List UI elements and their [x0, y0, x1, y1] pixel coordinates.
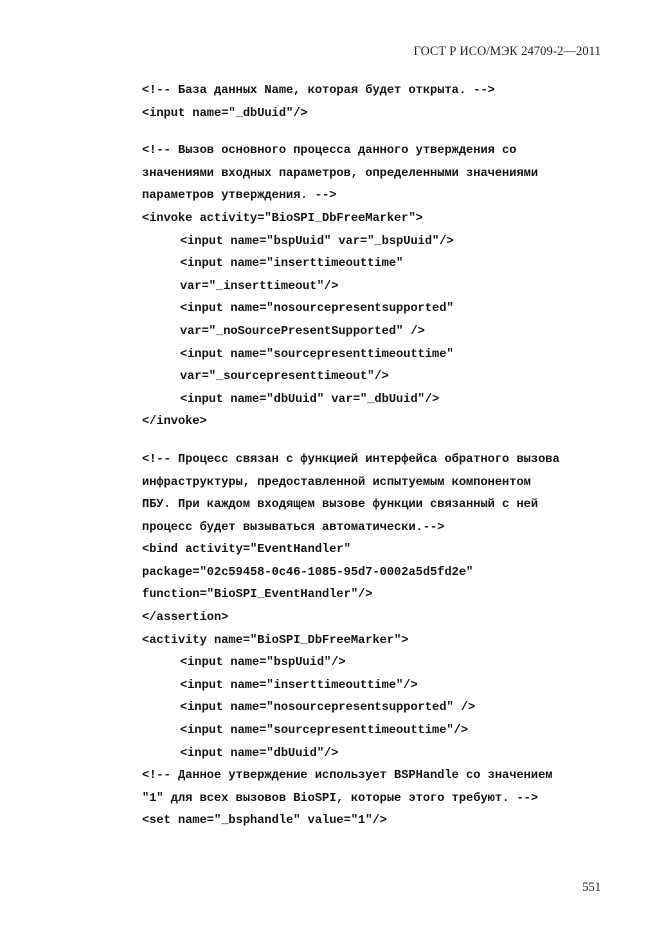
code-line: <!-- Процесс связан с функцией интерфейса обратного вызова	[142, 451, 560, 466]
code-line: </invoke>	[142, 414, 207, 429]
code-line: <bind activity="EventHandler"	[142, 542, 351, 557]
paragraph-gap	[142, 433, 622, 448]
code-line: <input name="inserttimeouttime"	[180, 256, 404, 271]
code-line: "1" для всех вызовов BioSPI, которые этого требуют. -->	[142, 790, 539, 805]
code-line: <input name="bspUuid"/>	[180, 655, 346, 670]
code-line: ПБУ. При каждом входящем вызове функции связанный с ней	[142, 497, 539, 512]
code-line: <input name="dbUuid" var="_dbUuid"/>	[180, 391, 440, 406]
code-line: <!-- Вызов основного процесса данного утверждения со	[142, 143, 517, 158]
code-line: <activity name="BioSPI_DbFreeMarker">	[142, 632, 409, 647]
code-line: <input name="bspUuid" var="_bspUuid"/>	[180, 233, 454, 248]
paragraph-gap	[142, 124, 622, 139]
code-line: параметров утверждения. -->	[142, 188, 337, 203]
code-line: <input name="_dbUuid"/>	[142, 105, 308, 120]
code-line: значениями входных параметров, определенными значениями	[142, 165, 539, 180]
standard-header: ГОСТ Р ИСО/МЭК 24709-2—2011	[413, 44, 601, 58]
code-line: процесс будет вызываться автоматически.-->	[142, 519, 445, 534]
code-line: function="BioSPI_EventHandler"/>	[142, 587, 373, 602]
code-line: <input name="nosourcepresentsupported"	[180, 301, 454, 316]
code-line: <input name="nosourcepresentsupported" />	[180, 700, 476, 715]
page-number: 551	[582, 880, 601, 894]
code-line: var="_inserttimeout"/>	[180, 278, 339, 293]
code-listing	[142, 79, 622, 832]
code-line: var="_sourcepresenttimeout"/>	[180, 369, 389, 384]
code-line: package="02c59458-0c46-1085-95d7-0002a5d5fd2e"	[142, 564, 474, 579]
code-line: <input name="inserttimeouttime"/>	[180, 677, 418, 692]
code-line: <input name="sourcepresenttimeouttime"	[180, 346, 454, 361]
code-line: <set name="_bsphandle" value="1"/>	[142, 813, 387, 828]
code-line: <!-- Данное утверждение использует BSPHandle со значением	[142, 768, 553, 783]
code-line: var="_noSourcePresentSupported" />	[180, 323, 425, 338]
code-line: <input name="sourcepresenttimeouttime"/>	[180, 723, 469, 738]
code-line: <input name="dbUuid"/>	[180, 745, 339, 760]
code-line: инфраструктуры, предоставленной испытуемым компонентом	[142, 474, 531, 489]
code-line: <!-- База данных Name, которая будет открыта. -->	[142, 83, 495, 97]
code-line: <invoke activity="BioSPI_DbFreeMarker">	[142, 210, 423, 225]
code-line: </assertion>	[142, 610, 229, 625]
